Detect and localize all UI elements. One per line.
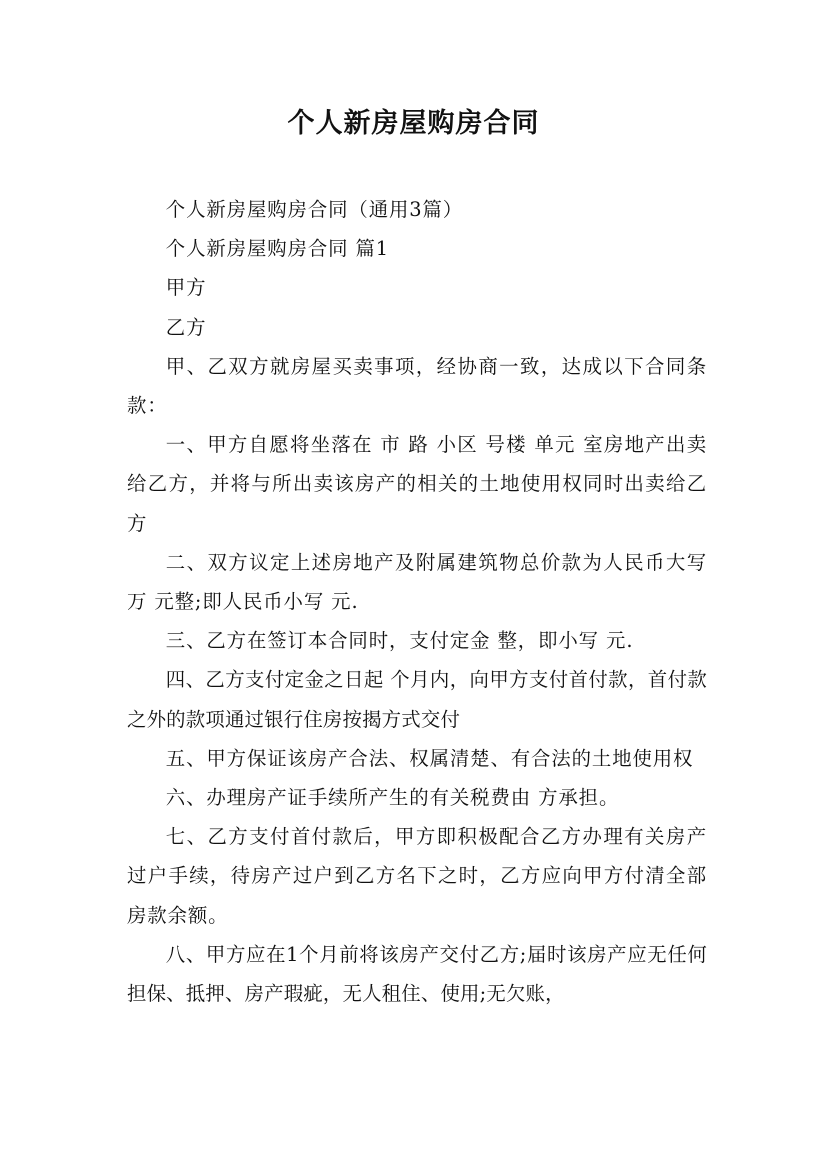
clause-7: 七、乙方支付首付款后，甲方即积极配合乙方办理有关房产过户手续，待房产过户到乙方名下之时，乙方应向甲方付清全部房款余额。 xyxy=(127,825,707,927)
clause-1: 一、甲方自愿将坐落在 市 路 小区 号楼 单元 室房地产出卖给乙方，并将与所出卖该房产的相关的土地使用权同时出卖给乙方 xyxy=(127,433,707,535)
party-b-line: 乙方 xyxy=(165,315,207,339)
clause-8: 八、甲方应在1个月前将该房产交付乙方;届时该房产应无任何担保、抵押、房产瑕疵，无人租住、使用;无欠账， xyxy=(127,942,707,1006)
preamble-paragraph: 甲、乙双方就房屋买卖事项，经协商一致，达成以下合同条款： xyxy=(127,354,707,418)
section-heading: 个人新房屋购房合同 篇1 xyxy=(165,237,390,261)
clause-3: 三、乙方在签订本合同时，支付定金 整，即小写 元. xyxy=(165,629,634,653)
clause-4: 四、乙方支付定金之日起 个月内，向甲方支付首付款，首付款之外的款项通过银行住房按揭方式交付 xyxy=(127,668,707,731)
clause-6: 六、办理房产证手续所产生的有关税费由 方承担。 xyxy=(165,786,620,810)
document-title: 个人新房屋购房合同 xyxy=(287,108,540,139)
clause-5: 五、甲方保证该房产合法、权属清楚、有合法的土地使用权 xyxy=(165,746,694,770)
clause-2: 二、双方议定上述房地产及附属建筑物总价款为人民币大写 万 元整;即人民币小写 元. xyxy=(127,550,707,614)
document-body xyxy=(127,190,707,1013)
subtitle-paragraph: 个人新房屋购房合同（通用3篇） xyxy=(165,198,464,221)
party-a-line: 甲方 xyxy=(165,276,207,300)
